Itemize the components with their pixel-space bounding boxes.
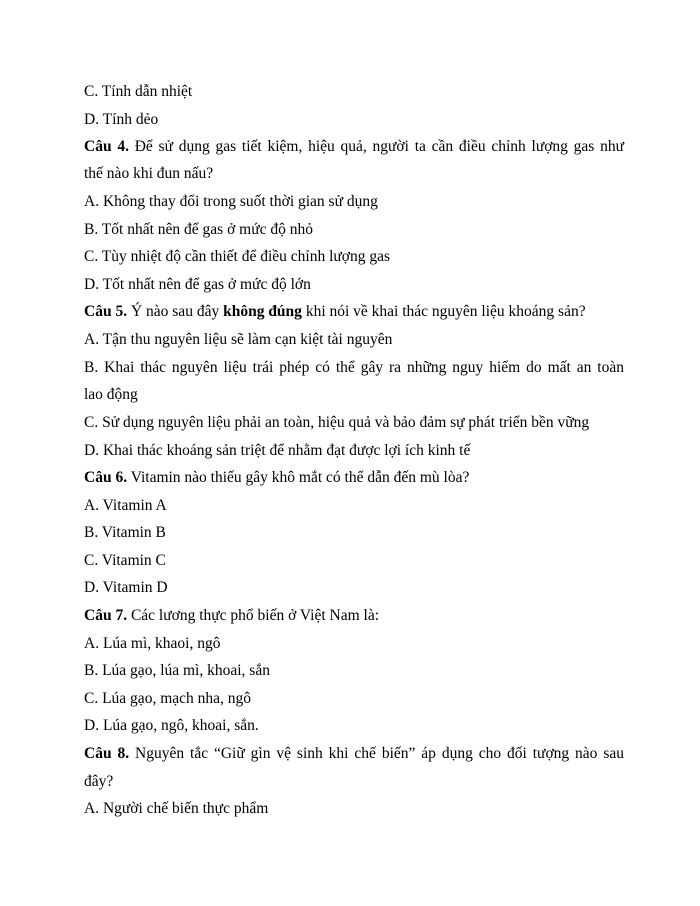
- question-4-text: Để sử dụng gas tiết kiệm, hiệu quả, người ta cần điều chỉnh lượng gas như: [134, 138, 624, 155]
- question-8-number: Câu 8.: [84, 745, 130, 762]
- question-8-text: Nguyên tắc “Giữ gìn vệ sinh khi chế biến” áp dụng cho đối tượng nào sau: [135, 745, 625, 762]
- question-7-option-a: A. Lúa mì, khaoi, ngô: [84, 635, 221, 652]
- question-4-option-b: B. Tốt nhất nên để gas ở mức độ nhỏ: [84, 221, 313, 238]
- question-4-line-2: thế nào khi đun nấu?: [84, 165, 214, 182]
- question-4-line-1: [84, 137, 624, 157]
- question-6-option-d: D. Vitamin D: [84, 579, 168, 596]
- question-8-line-1: [84, 744, 624, 764]
- question-8-option-a: A. Người chế biến thực phẩm: [84, 800, 269, 817]
- question-6-option-c: C. Vitamin C: [84, 552, 166, 569]
- question-7-option-d: D. Lúa gạo, ngô, khoai, sắn.: [84, 717, 259, 734]
- question-7-line-1: [84, 606, 624, 626]
- question-5-option-b-line-2: lao động: [84, 386, 138, 403]
- question-6-line-1: [84, 468, 624, 488]
- question-7-number: Câu 7.: [84, 607, 128, 624]
- question-6-text: Vitamin nào thiếu gây khô mắt có thể dẫn đến mù lòa?: [130, 469, 470, 486]
- question-5-text-pre: Ý nào sau đây: [130, 303, 220, 320]
- question-5-line-1: [84, 302, 624, 322]
- question-5-option-b-line-1: B. Khai thác nguyên liệu trái phép có thể gây ra những nguy hiểm do mất an toàn: [84, 359, 624, 376]
- question-6-option-a: A. Vitamin A: [84, 497, 167, 514]
- question-7-option-b: B. Lúa gạo, lúa mì, khoai, sắn: [84, 662, 270, 679]
- question-4-option-a: A. Không thay đổi trong suốt thời gian sử dụng: [84, 193, 378, 210]
- question-6-option-b: B. Vitamin B: [84, 524, 166, 541]
- question-4-option-d: D. Tốt nhất nên để gas ở mức độ lớn: [84, 276, 311, 293]
- question-7-text: Các lương thực phổ biến ở Việt Nam là:: [130, 607, 380, 624]
- question-5-option-a: A. Tận thu nguyên liệu sẽ làm cạn kiệt tài nguyên: [84, 331, 393, 348]
- question-5-option-d: D. Khai thác khoáng sản triệt để nhằm đạt được lợi ích kinh tế: [84, 442, 471, 459]
- question-5-text-bold: không đúng: [223, 303, 302, 320]
- question-5-number: Câu 5.: [84, 303, 128, 320]
- question-4-number: Câu 4.: [84, 138, 129, 155]
- question-6-number: Câu 6.: [84, 469, 128, 486]
- question-5-text-post: khi nói về khai thác nguyên liệu khoáng sản?: [305, 303, 586, 320]
- question-7-option-c: C. Lúa gạo, mạch nha, ngô: [84, 690, 252, 707]
- option-c-prev: C. Tính dẫn nhiệt: [84, 83, 193, 100]
- question-8-line-2: đây?: [84, 773, 114, 790]
- option-d-prev: D. Tính dẻo: [84, 111, 159, 128]
- question-5-option-c: C. Sử dụng nguyên liệu phải an toàn, hiệu quả và bảo đảm sự phát triển bền vững: [84, 414, 590, 431]
- question-4-option-c: C. Tùy nhiệt độ cần thiết để điều chỉnh lượng gas: [84, 248, 391, 265]
